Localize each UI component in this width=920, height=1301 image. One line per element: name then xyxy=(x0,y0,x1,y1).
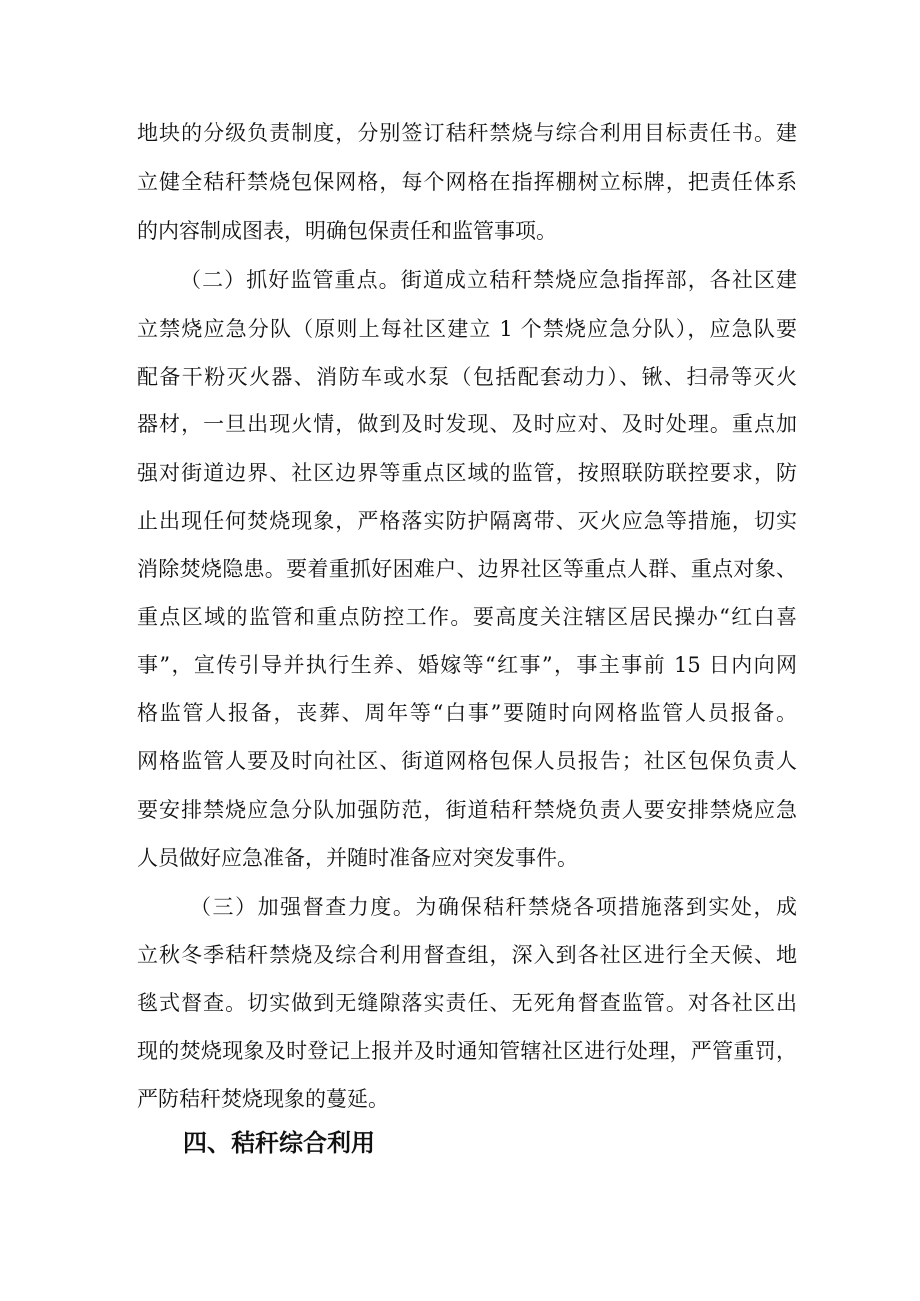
section-heading: 四、秸秆综合利用 xyxy=(183,1129,375,1157)
paragraph-2-line-5: 强对街道边界、社区边界等重点区域的监管，按照联防联控要求，防 xyxy=(137,461,797,485)
paragraph-2-line-6: 止出现任何焚烧现象，严格落实防护隔离带、灭火应急等措施，切实 xyxy=(137,509,797,533)
paragraph-3-line-2: 立秋冬季秸秆禁烧及综合利用督查组，深入到各社区进行全天候、地 xyxy=(137,943,797,967)
paragraph-2-line-10: 格监管人报备，丧葬、周年等“白事”要随时向网格监管人员报备。 xyxy=(137,701,797,725)
paragraph-2-line-2: 立禁烧应急分队（原则上每社区建立 1 个禁烧应急分队），应急队要 xyxy=(137,317,797,341)
paragraph-2-line-8: 重点区域的监管和重点防控工作。要高度关注辖区居民操办“红白喜 xyxy=(137,605,797,629)
paragraph-3-line-5: 严防秸秆焚烧现象的蔓延。 xyxy=(137,1087,389,1111)
paragraph-1-line-1: 地块的分级负责制度，分别签订秸秆禁烧与综合利用目标责任书。建 xyxy=(137,121,797,145)
paragraph-3-line-4: 现的焚烧现象及时登记上报并及时通知管辖社区进行处理，严管重罚， xyxy=(137,1039,797,1063)
paragraph-3-line-3: 毯式督查。切实做到无缝隙落实责任、无死角督查监管。对各社区出 xyxy=(137,991,797,1015)
paragraph-1-line-2: 立健全秸秆禁烧包保网格，每个网格在指挥棚树立标牌，把责任体系 xyxy=(137,170,797,194)
paragraph-3-line-1: （三）加强督查力度。为确保秸秆禁烧各项措施落到实处，成 xyxy=(190,895,797,919)
paragraph-2-line-13: 人员做好应急准备，并随时准备应对突发事件。 xyxy=(137,846,578,870)
paragraph-2-line-11: 网格监管人要及时向社区、街道网格包保人员报告；社区包保负责人 xyxy=(137,749,797,773)
paragraph-2-line-1: （二）抓好监管重点。街道成立秸秆禁烧应急指挥部，各社区建 xyxy=(180,268,797,292)
paragraph-2-line-3: 配备干粉灭火器、消防车或水泵（包括配套动力）、锹、扫帚等灭火 xyxy=(137,365,797,389)
paragraph-2-line-7: 消除焚烧隐患。要着重抓好困难户、边界社区等重点人群、重点对象、 xyxy=(137,557,797,581)
paragraph-2-line-4: 器材，一旦出现火情，做到及时发现、及时应对、及时处理。重点加 xyxy=(137,412,797,436)
paragraph-2-line-9: 事”，宣传引导并执行生养、婚嫁等“红事”，事主事前 15 日内向网 xyxy=(137,653,797,677)
paragraph-1-line-3: 的内容制成图表，明确包保责任和监管事项。 xyxy=(137,219,557,243)
paragraph-2-line-12: 要安排禁烧应急分队加强防范，街道秸秆禁烧负责人要安排禁烧应急 xyxy=(137,798,797,822)
